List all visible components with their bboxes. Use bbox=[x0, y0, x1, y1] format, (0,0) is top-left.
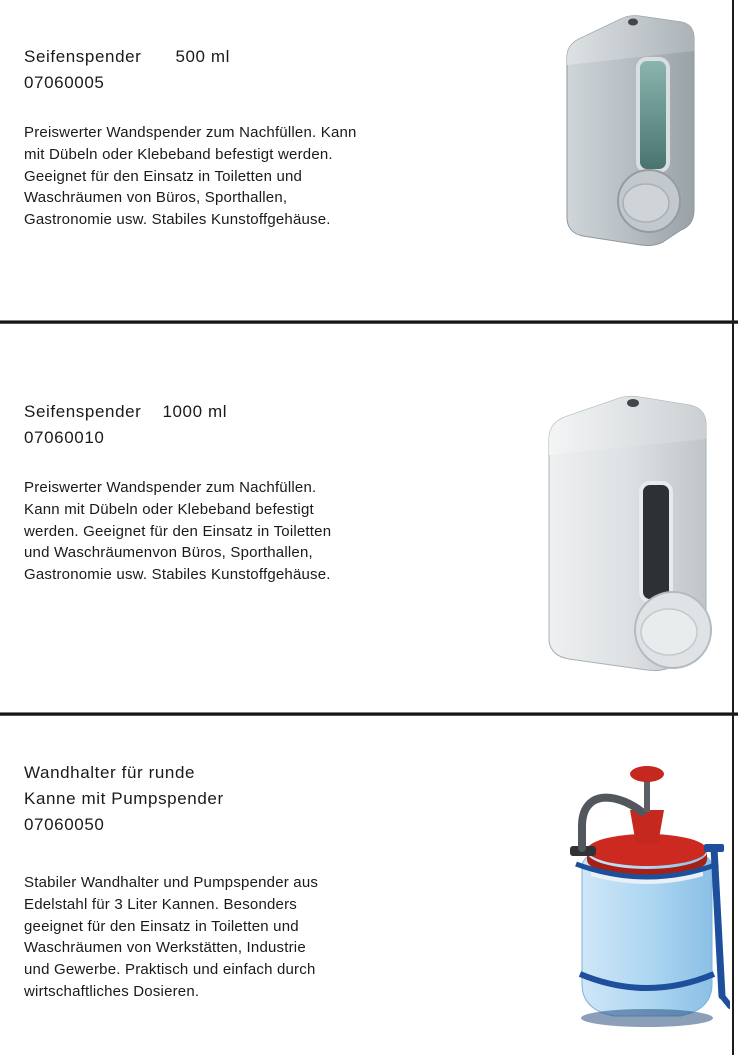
description-line: mit Dübeln oder Klebeband befestigt werden. bbox=[24, 145, 333, 163]
description-line: Stabiler Wandhalter und Pumpspender aus bbox=[24, 874, 319, 891]
page-border-right bbox=[732, 0, 734, 1055]
article-number: 07060010 bbox=[24, 428, 105, 447]
product-description bbox=[24, 122, 494, 231]
article-number: 07060050 bbox=[24, 815, 105, 834]
product-photo-pump-canister bbox=[546, 760, 730, 1032]
product-size: 1000 ml bbox=[162, 402, 228, 421]
description-line: Waschräumen von Büros, Sporthallen, bbox=[24, 189, 288, 207]
section-divider bbox=[0, 712, 738, 716]
description-line: und Gewerbe. Praktisch und einfach durch bbox=[24, 961, 316, 979]
description-line: Kann mit Dübeln oder Klebeband befestigt bbox=[24, 500, 314, 518]
product-title-line2: Kanne mit Pumpspender bbox=[24, 789, 224, 808]
product-size: 500 ml bbox=[175, 47, 231, 66]
product-title: Wandhalter für runde bbox=[24, 763, 196, 782]
description-line: Preiswerter Wandspender zum Nachfüllen. Kann bbox=[24, 124, 357, 141]
section-divider bbox=[0, 320, 738, 324]
product-title: Seifenspender bbox=[24, 47, 142, 66]
description-line: Gastronomie usw. Stabiles Kunstoffgehäuse. bbox=[24, 566, 331, 584]
description-line: geeignet für den Einsatz in Toiletten und bbox=[24, 917, 299, 935]
description-line: Preiswerter Wandspender zum Nachfüllen. bbox=[24, 479, 317, 496]
description-line: Waschräumen von Werkstätten, Industrie bbox=[24, 939, 306, 957]
product-photo-soap-dispenser-1000ml bbox=[521, 383, 723, 691]
description-line: Edelstahl für 3 Liter Kannen. Besonders bbox=[24, 895, 297, 913]
product-title: Seifenspender bbox=[24, 402, 142, 421]
product-description bbox=[24, 872, 494, 1003]
description-line: und Waschräumenvon Büros, Sporthallen, bbox=[24, 544, 313, 562]
product-title-row bbox=[24, 399, 494, 425]
description-line: Geeignet für den Einsatz in Toiletten und bbox=[24, 167, 303, 185]
product-photo-soap-dispenser-500ml bbox=[543, 5, 706, 253]
product-description bbox=[24, 477, 494, 586]
description-line: wirtschaftliches Dosieren. bbox=[24, 982, 200, 1000]
description-line: werden. Geeignet für den Einsatz in Toiletten bbox=[24, 522, 332, 540]
product-title-row bbox=[24, 44, 494, 70]
description-line: Gastronomie usw. Stabiles Kunstoffgehäuse. bbox=[24, 211, 331, 229]
article-number: 07060005 bbox=[24, 73, 105, 92]
